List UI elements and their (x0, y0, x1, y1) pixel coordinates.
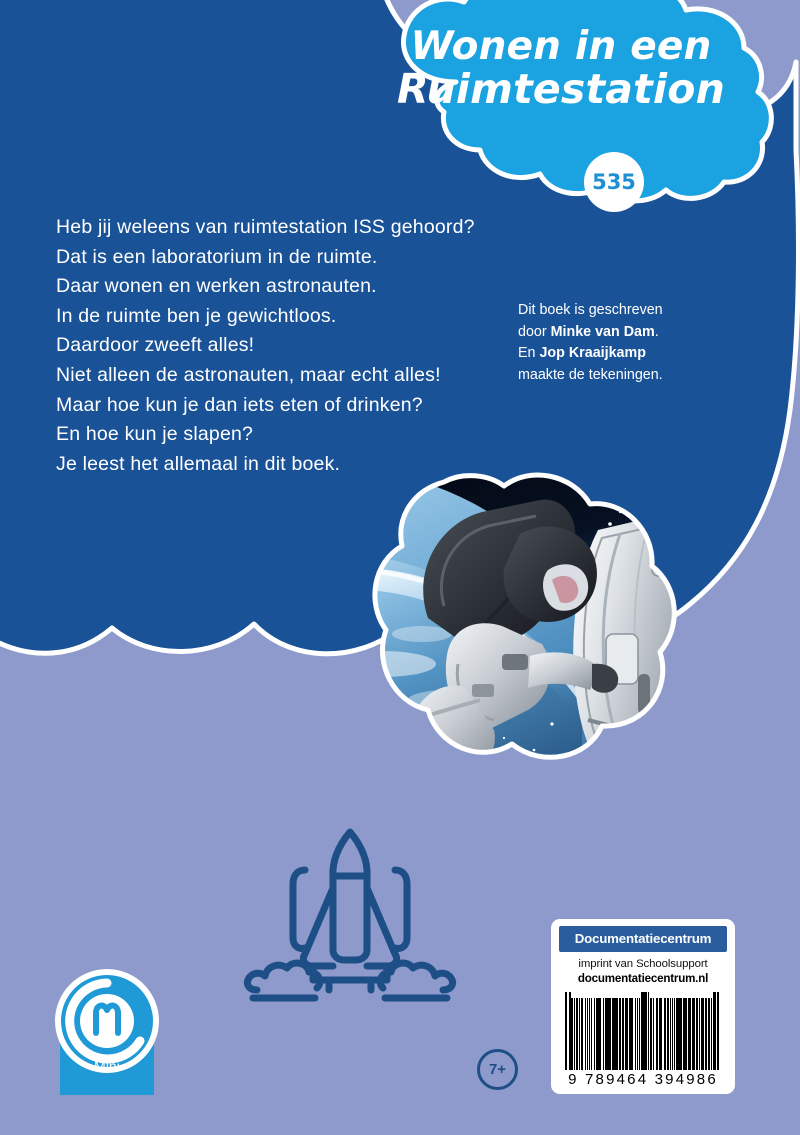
credit-line-2 (518, 322, 718, 344)
mini-logo-label: Mini (94, 1058, 120, 1074)
blurb-line-8: En hoe kun je slapen? (56, 423, 254, 446)
isbn-number: 9 789464 394986 (568, 1071, 718, 1088)
credit-line-4: maakte de tekeningen. (518, 366, 663, 383)
credit-line-3 (518, 343, 718, 365)
title-cloud-shape (360, 0, 800, 209)
blurb-line-7: Maar hoe kun je dan iets eten of drinken? (56, 393, 423, 416)
author-credit (518, 300, 718, 386)
mini-series-logo (46, 963, 168, 1095)
title-line-1: Wonen in een (410, 24, 712, 69)
blurb-line-6: Niet alleen de astronauten, maar echt alles! (56, 363, 441, 386)
blurb-line-4: In de ruimte ben je gewichtloos. (56, 304, 337, 327)
credit-line-1: Dit boek is geschreven (518, 302, 663, 318)
age-rating-badge: 7+ (477, 1049, 518, 1090)
barcode-bars (565, 992, 721, 1070)
series-number-badge: 535 (584, 152, 644, 212)
author-name: Minke van Dam (550, 323, 655, 340)
astronaut-photo (352, 438, 692, 794)
blurb-line-5: Daardoor zweeft alles! (56, 334, 255, 357)
credit-en-prefix: En (518, 345, 540, 361)
blurb-line-9: Je leest het allemaal in dit boek. (56, 452, 341, 475)
imprint-tagline: imprint van Schoolsupport (578, 958, 708, 970)
illustrator-name: Jop Kraaijkamp (539, 345, 646, 361)
blurb-line-1: Heb jij weleens van ruimtestation ISS gehoord? (56, 216, 475, 238)
credit-period: . (654, 323, 659, 340)
publisher-website: documentatiecentrum.nl (577, 972, 709, 985)
title-line-2: Ruimtestation (397, 64, 725, 113)
rocket-icon (243, 818, 458, 1010)
publisher-name: Documentatiecentrum (559, 926, 727, 952)
blurb-line-2: Dat is een laboratorium in de ruimte. (56, 245, 378, 268)
credit-door-prefix: door (518, 323, 551, 340)
blurb-line-3: Daar wonen en werken astronauten. (56, 275, 377, 298)
imprint-barcode-block (551, 919, 735, 1094)
